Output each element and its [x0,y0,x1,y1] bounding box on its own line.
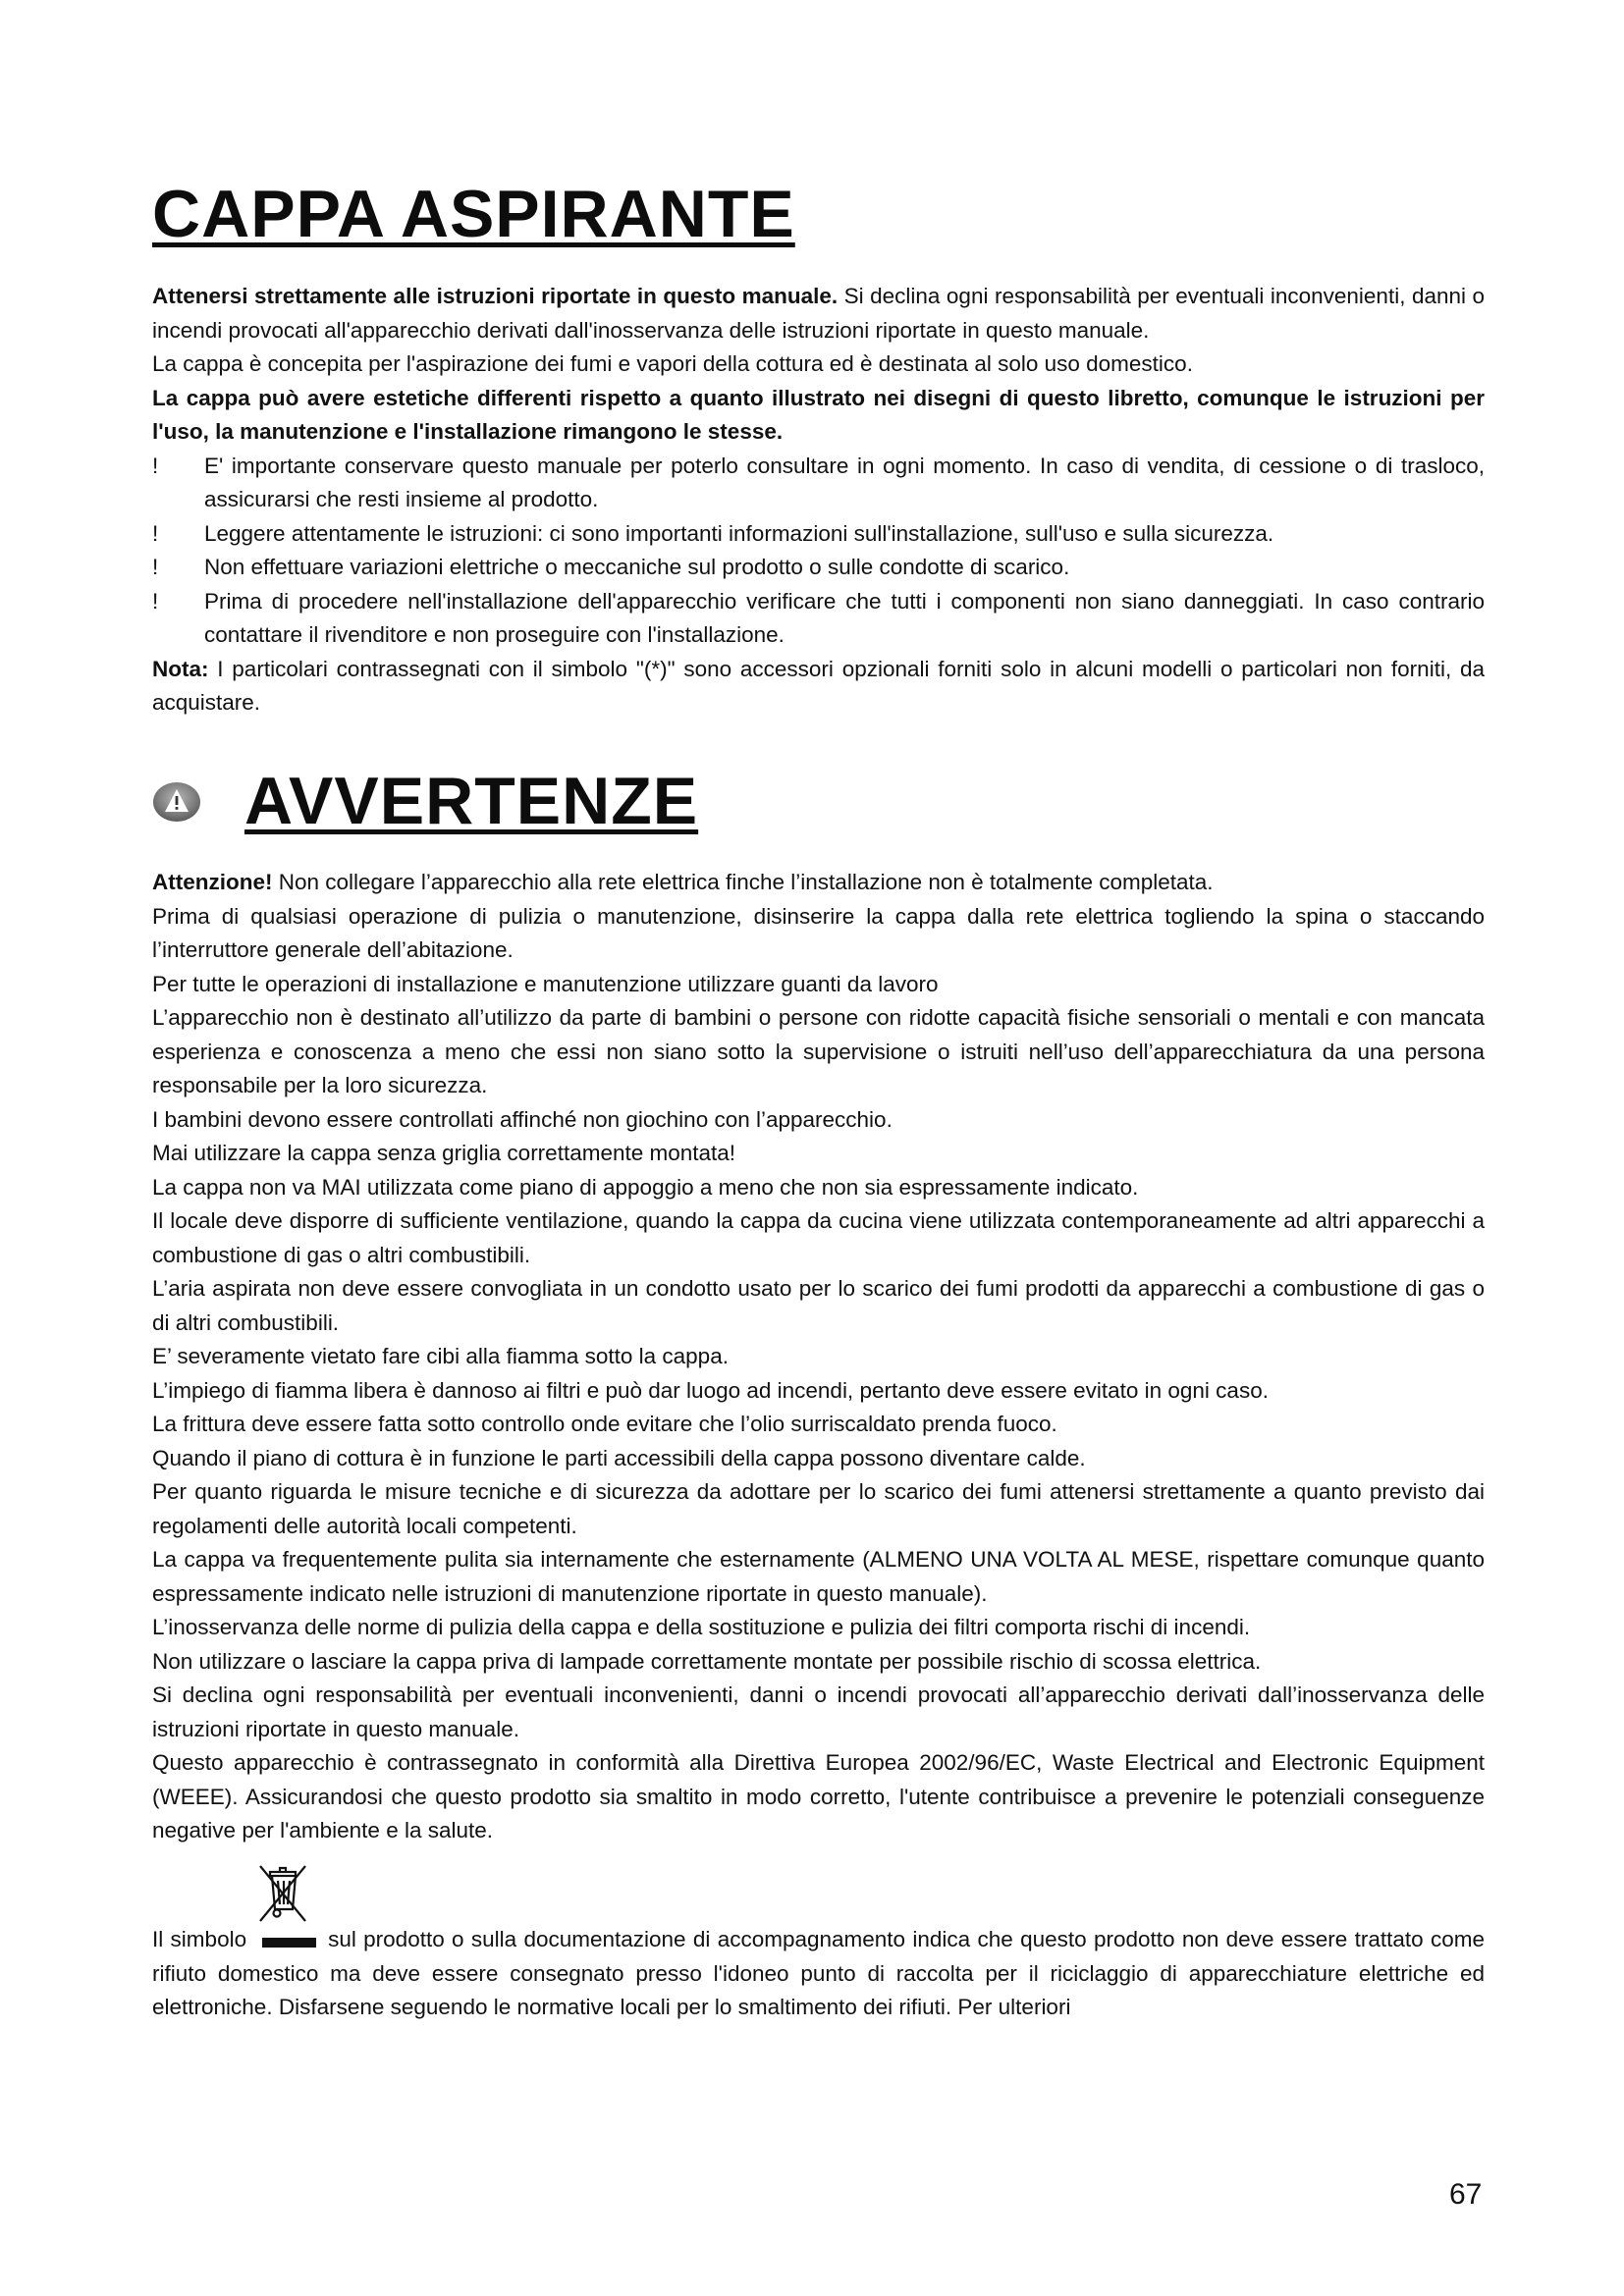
attention-label: Attenzione! [152,870,273,894]
warning-paragraph: Non utilizzare o lasciare la cappa priva di lampade correttamente montate per possibile rischio di scossa elettrica. [152,1648,1262,1674]
warning-paragraph: E’ severamente vietato fare cibi alla fiamma sotto la cappa. [152,1344,729,1368]
warning-paragraph: Per quanto riguarda le misure tecniche e di sicurezza da adottare per lo scarico dei fumi attenersi strettamente a quanto previsto dai regolamenti delle autorità locali competenti. [152,1479,1485,1538]
purpose-paragraph: La cappa è concepita per l'aspirazione dei fumi e vapori della cottura ed è destinata al solo uso domestico. [152,351,1193,376]
warning-icon [152,781,201,823]
warning-paragraph: L’inosservanza delle norme di pulizia della cappa e della sostituzione e pulizia dei filtri comporta rischi di incendi. [152,1615,1251,1639]
aesthetics-paragraph: La cappa può avere estetiche differenti rispetto a quanto illustrato nei disegni di questo libretto, comunque le istruzioni per l'uso, la manutenzione e l'installazione rimangono le stesse. [152,385,1485,444]
intro-text: Si declina ogni responsabilità per eventuali inconvenienti, danni o incendi provocati all'apparecchio derivati dall'inosservanza delle istruzioni riportate in questo manuale. [152,284,1486,343]
exclamation-mark: ! [152,588,159,614]
weee-text-after: sul prodotto o sulla documentazione di accompagnamento indica che questo prodotto non deve essere trattato come rifiuto domestico ma deve essere consegnato presso l'idoneo punto di raccolta per il riciclaggio di apparecchiature elettriche ed elettroniche. Disfarsene seguendo le normative locali per lo smaltimento dei rifiuti. Per ulteriori [152,1927,1485,2019]
warning-paragraph: Prima di qualsiasi operazione di pulizia o manutenzione, disinserire la cappa dalla rete elettrica togliendo la spina o staccando l’interruttore generale dell’abitazione. [152,903,1485,962]
bullet-item [152,450,1485,517]
section-cappa-aspirante-body [152,280,1485,721]
bullet-text: E' importante conservare questo manuale per poterlo consultare in ogni momento. In caso di vendita, di cessione o di trasloco, assicurarsi che resti insieme al prodotto. [204,453,1485,511]
warning-paragraph: Si declina ogni responsabilità per eventuali inconvenienti, danni o incendi provocati all’apparecchio derivati dall’inosservanza delle istruzioni riportate in questo manuale. [152,1682,1485,1741]
warning-paragraph: La frittura deve essere fatta sotto controllo onde evitare che l’olio surriscaldato prenda fuoco. [152,1412,1057,1436]
warning-paragraph: Il locale deve disporre di sufficiente ventilazione, quando la cappa da cucina viene utilizzata contemporaneamente ad altri apparecchi a combustione di gas o altri combustibili. [152,1208,1485,1267]
section-title-cappa-aspirante: CAPPA ASPIRANTE [152,177,795,251]
section-avvertenze-body [152,866,1485,1848]
exclamation-mark: ! [152,520,159,546]
warning-paragraph: L’apparecchio non è destinato all’utilizzo da parte di bambini o persone con ridotte capacità fisiche sensoriali o mentali e con mancata esperienza e conoscenza a meno che essi non siano sotto la supervisione o istruiti nell’uso dell’apparecchiatura da una persona responsabile per la loro sicurezza. [152,1005,1485,1097]
note-paragraph [152,653,1485,721]
bullet-text: Non effettuare variazioni elettriche o meccaniche sul prodotto o sulle condotte di scarico. [204,555,1070,579]
intro-bold-text: Attenersi strettamente alle istruzioni riportate in questo manuale. [152,284,839,308]
weee-icon-container [250,1858,313,1929]
section-title-avvertenze: AVVERTENZE [244,764,699,838]
attention-text: Non collegare l’apparecchio alla rete elettrica finche l’installazione non è totalmente completata. [272,870,1214,894]
warning-paragraph: I bambini devono essere controllati affinché non giochino con l’apparecchio. [152,1106,893,1132]
bullet-text: Leggere attentamente le istruzioni: ci sono importanti informazioni sull'installazione, sull'uso e sulla sicurezza. [204,520,1274,546]
exclamation-mark: ! [152,453,159,478]
warning-paragraph: L’aria aspirata non deve essere convogliata in un condotto usato per lo scarico dei fumi prodotti da apparecchi a combustione di gas o di altri combustibili. [152,1276,1485,1335]
weee-text-before: Il simbolo [152,1927,247,1951]
warning-paragraph: Mai utilizzare la cappa senza griglia correttamente montata! [152,1141,736,1165]
intro-paragraph [152,280,1485,347]
note-text: I particolari contrassegnati con il simbolo "(*)" sono accessori opzionali forniti solo in alcuni modelli o particolari non forniti, da acquistare. [152,656,1485,715]
weee-disposal-paragraph [152,1923,1485,2025]
warning-paragraph: La cappa va frequentemente pulita sia internamente che esternamente (ALMENO UNA VOLTA AL MESE, rispettare comunque quanto espressamente indicato nelle istruzioni di manutenzione riportate in questo manuale). [152,1547,1485,1606]
bullet-text: Prima di procedere nell'installazione dell'apparecchio verificare che tutti i componenti non siano danneggiati. In caso contrario contattare il rivenditore e non proseguire con l'installazione. [204,588,1485,647]
bullet-item [152,517,1485,552]
weee-directive-paragraph: Questo apparecchio è contrassegnato in conformità alla Direttiva Europea 2002/96/EC, Waste Electrical and Electronic Equipment (WEEE). Assicurandosi che questo prodotto sia smaltito in modo corretto, l'utente contribuisce a prevenire le potenziali conseguenze negative per l'ambiente e la salute. [152,1750,1485,1842]
warning-paragraph: Per tutte le operazioni di installazione e manutenzione utilizzare guanti da lavoro [152,971,939,996]
bullet-item [152,551,1485,585]
warning-paragraph: La cappa non va MAI utilizzata come piano di appoggio a meno che non sia espressamente indicato. [152,1174,1139,1200]
warning-paragraph: L’impiego di fiamma libera è dannoso ai filtri e può dar luogo ad incendi, pertanto deve essere evitato in ogni caso. [152,1377,1269,1403]
attention-paragraph [152,866,1485,900]
section-heading-avvertenze [152,762,698,840]
exclamation-mark: ! [152,555,159,579]
weee-underline-bar [262,1938,316,1948]
page-number: 67 [1449,2178,1483,2211]
note-label: Nota: [152,656,209,681]
bullet-item [152,585,1485,653]
warning-paragraph: Quando il piano di cottura è in funzione le parti accessibili della cappa possono diventare calde. [152,1445,1086,1470]
weee-disposal-text [152,1923,1485,2025]
crossed-out-wheelie-bin-icon [250,1858,313,1929]
